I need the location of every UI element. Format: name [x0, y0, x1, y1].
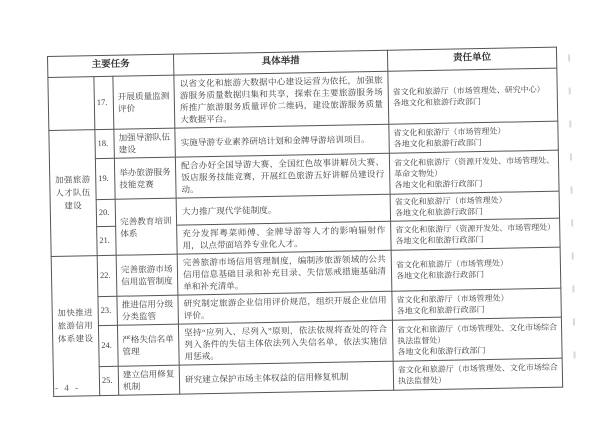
- responsible-unit: 省文化和旅游厅（市场管理处） 各地文化和旅游行政部门: [391, 247, 561, 291]
- responsible-unit: 省文化和旅游厅（资源开发处、市场管理处） 各地文化和旅游行政部门: [391, 218, 561, 250]
- document-tilt-wrapper: [47, 47, 563, 397]
- table-row-17: [48, 68, 558, 130]
- measure-text: 大力推广现代学徒制度。: [176, 194, 390, 225]
- task-group-cell-talent: 加强旅游人才队伍建设: [49, 130, 97, 257]
- scan-bleed-artifact: [568, 54, 576, 360]
- task-name: 完善旅游市场信用监管制度: [116, 254, 178, 296]
- task-group-cell-credit: 加快推进旅游信用体系建设: [51, 256, 100, 397]
- row-number: 25.: [99, 366, 119, 395]
- measure-text: 研究建立保护市场主体权益的信用修复机制: [179, 361, 393, 394]
- task-name: 推进信用分级分类监管: [117, 295, 179, 325]
- responsible-unit: 省文化和旅游厅（市场管理处） 各地文化和旅游行政部门: [392, 288, 562, 320]
- responsible-unit: 省文化和旅游厅（市场管理处） 各地文化和旅游行政部门: [390, 191, 559, 221]
- task-name: 开展质量监测评价: [113, 75, 175, 129]
- task-name: 加强导游队伍建设: [114, 128, 176, 158]
- row-number: 20.: [96, 199, 115, 226]
- task-assignment-table: [47, 47, 563, 397]
- header-measures: 具体举措: [174, 50, 388, 75]
- row-number: 18.: [95, 129, 115, 158]
- measure-text: 配合办好全国导游大赛、全国红色故事讲解员大赛、饭店服务技能竞赛，开展红色旅游五好讲解员建设行动。: [175, 153, 390, 198]
- task-name: 建立信用修复机制: [118, 365, 180, 395]
- responsible-unit: 省文化和旅游厅（市场管理处） 各地文化和旅游行政部门: [389, 121, 559, 153]
- responsible-unit: 省文化和旅游厅（市场管理处、文化市场综合执法监督处） 各地文化和旅游行政部门: [392, 317, 562, 361]
- row-number: 17.: [94, 76, 114, 129]
- row-number: 19.: [95, 158, 115, 199]
- measure-text: 研究制定旅游企业信用评价规范，组织开展企业信用评价。: [178, 291, 392, 324]
- row-number: 23.: [98, 296, 118, 325]
- task-name: 举办旅游服务技能竞赛: [114, 157, 176, 199]
- header-unit: 责任单位: [387, 47, 556, 71]
- responsible-unit: 省文化和旅游厅（资源开发处、市场管理处、革命文物处） 各地文化和旅游行政部门: [389, 150, 559, 194]
- measure-text: 以省文化和旅游大数据中心建设运营为依托，加强旅游服务质量数据归集和共享，探索在主要旅游服务场所推广旅游服务质量评价二维码，建设旅游服务质量大数据平台。: [174, 71, 389, 128]
- measure-text: 完善旅游市场信用管理制度，编制涉旅游领域的公共信用信息基础目录和补充目录、失信惩戒措施基础清单和补充清单。: [177, 250, 392, 295]
- row-number: 24.: [98, 325, 118, 366]
- page-number: - 4 -: [54, 382, 81, 393]
- row-number: 21.: [97, 226, 117, 255]
- header-main-task: 主要任务: [48, 54, 174, 77]
- responsible-unit: 省文化和旅游厅（市场管理处、研究中心） 各地文化和旅游行政部门: [388, 68, 558, 124]
- task-name-merged: 完善教育培训体系: [115, 198, 177, 255]
- row-number: 22.: [97, 255, 117, 296]
- task-group-cell-empty: [48, 77, 95, 131]
- measure-text: 充分发挥粤菜师傅、金牌导游等人才的影响辐射作用，以点带面培养专业化人才。: [177, 221, 391, 254]
- measure-text: 坚持“应列入、尽列入”原则，依法依规将查处的符合列入条件的失信主体依法列入失信名单，依法实施信用惩戒。: [178, 320, 393, 365]
- measure-text: 实施导游专业素养研培计划和金牌导游培训项目。: [175, 124, 389, 157]
- responsible-unit: 省文化和旅游厅（市场管理处、文化市场综合执法监督处）: [393, 358, 563, 390]
- task-name: 严格失信名单管理: [117, 324, 179, 366]
